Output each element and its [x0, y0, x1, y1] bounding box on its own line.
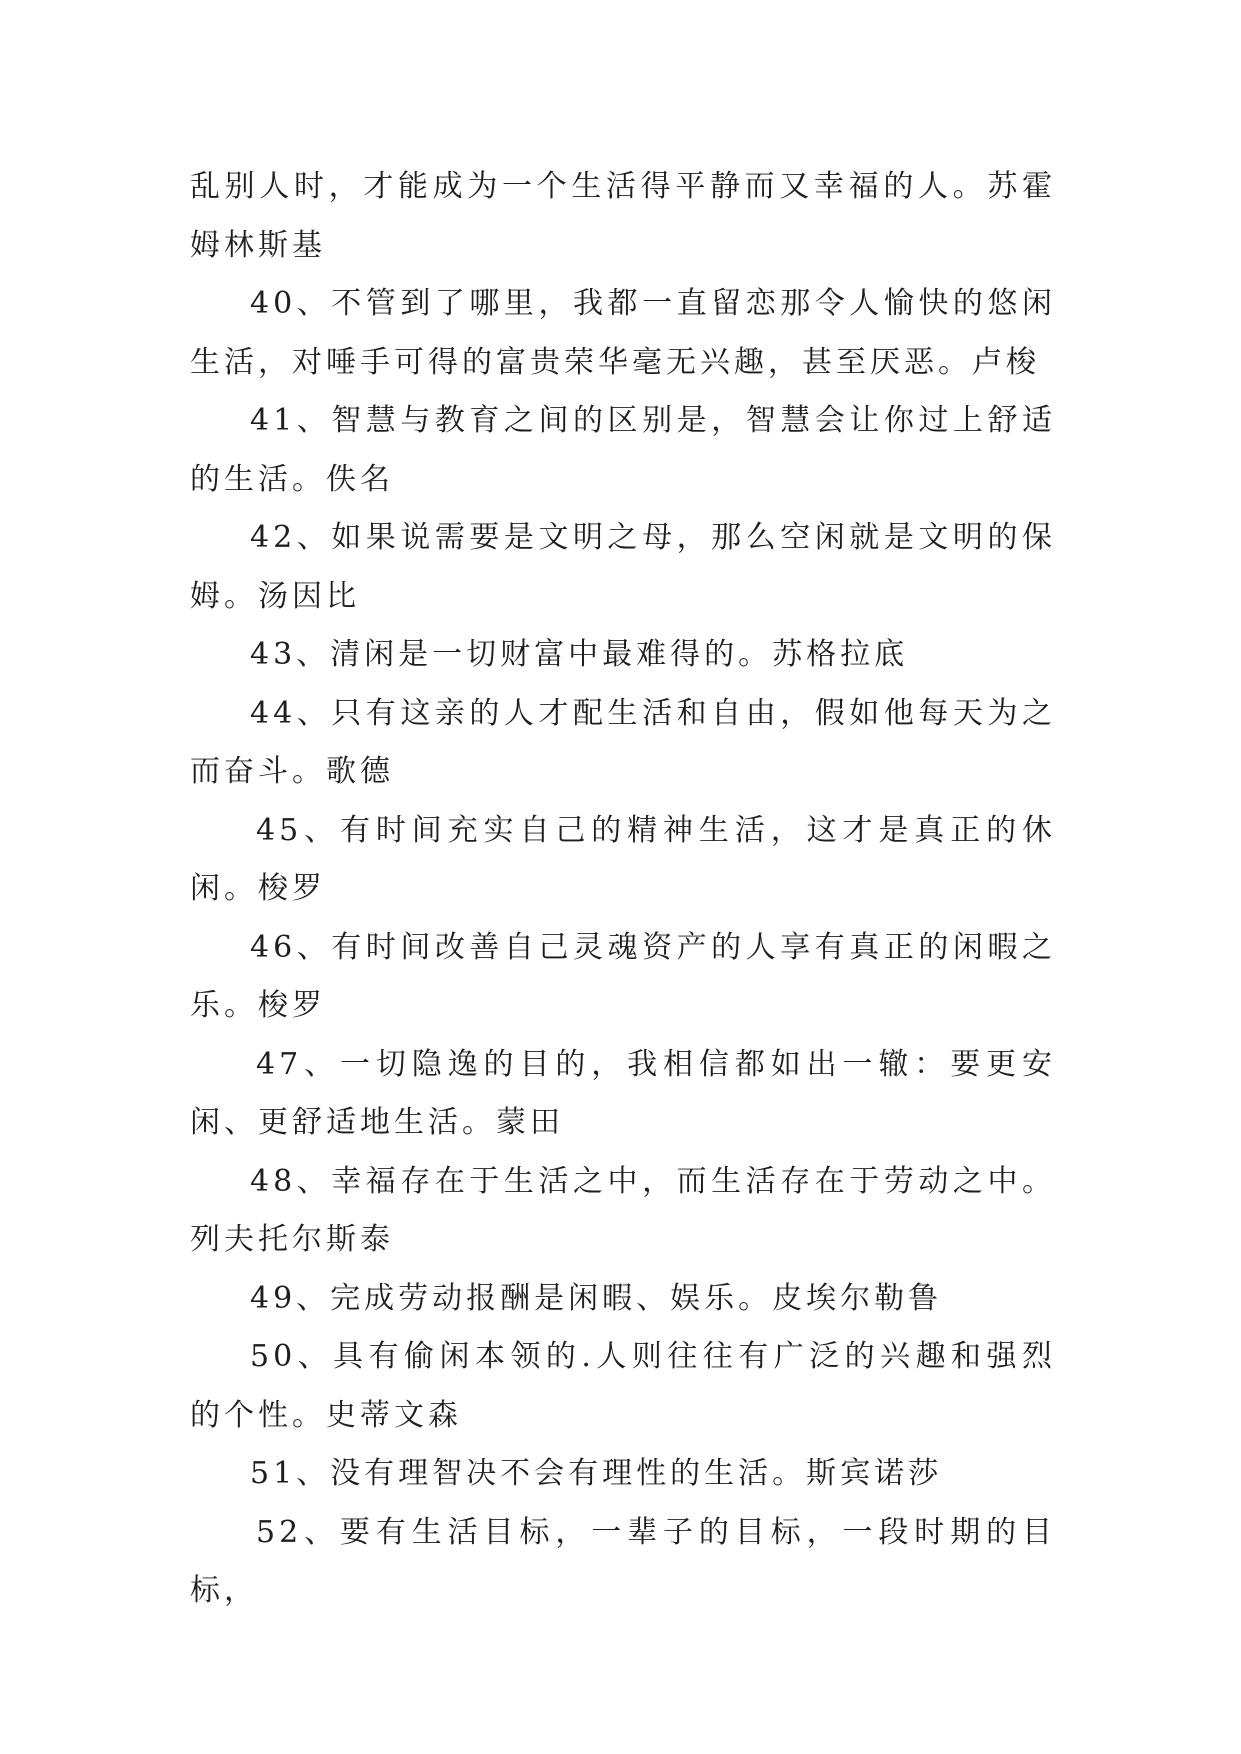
paragraph-continuation: 乱别人时，才能成为一个生活得平静而又幸福的人。苏霍姆林斯基	[190, 169, 1056, 263]
quote-paragraph-48: 48、幸福存在于生活之中，而生活存在于劳动之中。列夫托尔斯泰	[190, 1163, 1056, 1257]
quote-paragraph-40: 40、不管到了哪里，我都一直留恋那令人愉快的悠闲生活，对唾手可得的富贵荣华毫无兴趣，甚至厌恶。卢梭	[190, 286, 1056, 380]
quote-paragraph-46: 46、有时间改善自己灵魂资产的人享有真正的闲暇之乐。梭罗	[190, 929, 1056, 1023]
document-body	[190, 158, 1056, 1621]
quote-paragraph-47: 47、一切隐逸的目的，我相信都如出一辙：要更安闲、更舒适地生活。蒙田	[190, 1046, 1056, 1140]
quote-paragraph-42: 42、如果说需要是文明之母，那么空闲就是文明的保姆。汤因比	[190, 520, 1056, 614]
quote-paragraph-44: 44、只有这亲的人才配生活和自由，假如他每天为之而奋斗。歌德	[190, 695, 1056, 789]
quote-paragraph-52: 52、要有生活目标，一辈子的目标，一段时期的目标，	[190, 1514, 1056, 1608]
quote-paragraph-45: 45、有时间充实自己的精神生活，这才是真正的休闲。梭罗	[190, 812, 1056, 906]
quote-paragraph-41: 41、智慧与教育之间的区别是，智慧会让你过上舒适的生活。佚名	[190, 403, 1056, 497]
quote-paragraph-51: 51、没有理智决不会有理性的生活。斯宾诺莎	[250, 1456, 943, 1491]
quote-paragraph-49: 49、完成劳动报酬是闲暇、娱乐。皮埃尔勒鲁	[250, 1280, 943, 1316]
quote-paragraph-43: 43、清闲是一切财富中最难得的。苏格拉底	[250, 637, 909, 672]
quote-paragraph-50: 50、具有偷闲本领的.人则往往有广泛的兴趣和强烈的个性。史蒂文森	[190, 1339, 1056, 1433]
